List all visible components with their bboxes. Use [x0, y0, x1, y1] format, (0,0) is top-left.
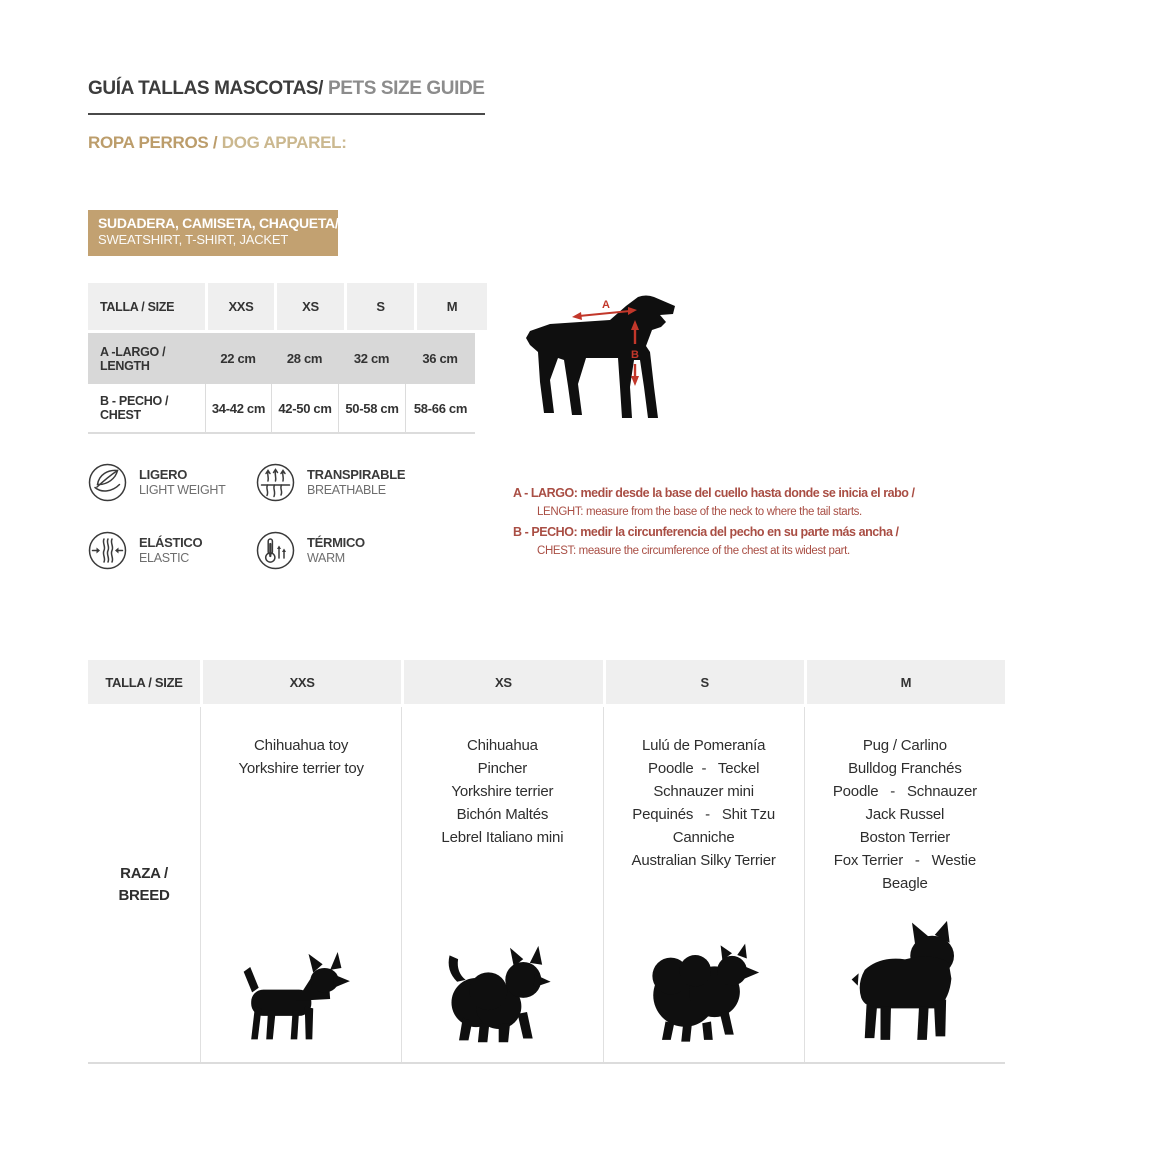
feature-elastic — [88, 531, 202, 570]
feature-label-es: ELÁSTICO — [139, 535, 203, 550]
feature-label-es: TÉRMICO — [307, 535, 365, 550]
breed-name: Beagle — [882, 875, 928, 892]
section-subtitle — [88, 133, 347, 153]
breed-row-label — [88, 707, 200, 1062]
breed-table-header-row — [88, 660, 1005, 704]
page-title — [88, 78, 485, 115]
measurement-diagram — [522, 292, 727, 424]
table-cell: 42-50 cm — [271, 384, 338, 432]
breed-name: Fox Terrier - Westie — [833, 852, 976, 869]
feature-label-es: TRANSPIRABLE — [307, 467, 406, 482]
table-cell: 34-42 cm — [205, 384, 271, 432]
size-table-row-length — [88, 333, 475, 384]
chihuahua-silhouette-icon — [201, 952, 401, 1046]
table-cell: 50-58 cm — [338, 384, 405, 432]
category-banner-spanish: SUDADERA, CAMISETA, CHAQUETA/ — [98, 215, 339, 231]
breed-row-label-line2: BREED — [118, 886, 170, 904]
breed-name: Yorkshire terrier — [451, 783, 554, 800]
breed-name: Boston Terrier — [859, 829, 951, 846]
note-a-spanish: A - LARGO: medir desde la base del cuello hasta donde se inicia el rabo / — [513, 486, 915, 500]
breed-column-s — [603, 707, 804, 1062]
title-english: PETS SIZE GUIDE — [323, 78, 485, 99]
feature-label-en: WARM — [307, 551, 345, 565]
breed-name: Jack Russel — [865, 806, 945, 823]
breed-table-body — [88, 707, 1005, 1064]
breed-column-xs — [401, 707, 602, 1062]
feature-label-en: BREATHABLE — [307, 483, 386, 497]
thermometer-icon — [256, 531, 295, 570]
labrador-silhouette-icon — [522, 292, 727, 424]
feature-lightweight — [88, 463, 225, 502]
size-table-header-cell: XS — [277, 283, 344, 330]
feature-label-en: ELASTIC — [139, 551, 189, 565]
size-table-row-chest — [88, 384, 475, 434]
breed-name: Chihuahua — [466, 737, 538, 754]
diagram-label-a: A — [602, 299, 610, 311]
breed-column-m — [804, 707, 1005, 1062]
table-cell: 28 cm — [286, 351, 323, 366]
breed-name: Lulú de Pomeranía — [641, 737, 766, 754]
breed-row-label-line1: RAZA / — [120, 864, 168, 882]
breed-name: Poodle - Teckel — [648, 760, 760, 777]
note-b-spanish: B - PECHO: medir la circunferencia del pecho en su parte más ancha / — [513, 525, 899, 539]
breed-name: Australian Silky Terrier — [631, 852, 776, 869]
size-table-header-cell: TALLA / SIZE — [88, 283, 205, 330]
breed-name: Bichón Maltés — [456, 806, 549, 823]
breed-name: Pincher — [477, 760, 528, 777]
row-label: B - PECHO / CHEST — [100, 394, 169, 422]
breed-table — [88, 660, 1005, 1064]
breed-name: Schnauzer mini — [653, 783, 754, 800]
size-table-header-cell: S — [347, 283, 414, 330]
breed-name: Poodle - Schnauzer — [832, 783, 977, 800]
size-table-header-cell: XXS — [208, 283, 274, 330]
measuring-notes — [513, 483, 915, 561]
breathable-fabric-icon — [256, 463, 295, 502]
category-banner — [88, 210, 338, 256]
subtitle-english: DOG APPAREL: — [221, 133, 347, 152]
note-a-english: LENGHT: measure from the base of the neck to where the tail starts. — [537, 506, 862, 518]
pomeranian-silhouette-icon — [604, 941, 804, 1046]
feature-breathable — [256, 463, 405, 502]
size-table-header-row — [88, 283, 475, 330]
size-table — [88, 283, 475, 434]
breed-name: Lebrel Italiano mini — [441, 829, 564, 846]
feature-list — [88, 463, 428, 578]
breed-table-header-cell: S — [606, 660, 804, 704]
feature-label-en: LIGHT WEIGHT — [139, 483, 226, 497]
breed-table-header-cell: M — [807, 660, 1005, 704]
breed-table-header-cell: XXS — [203, 660, 401, 704]
feature-warm — [256, 531, 365, 570]
category-banner-english: SWEATSHIRT, T-SHIRT, JACKET — [98, 232, 289, 247]
row-label: A -LARGO / LENGTH — [100, 344, 166, 373]
table-cell: 22 cm — [220, 351, 256, 366]
breed-name: Pug / Carlino — [862, 737, 947, 754]
size-table-header-cell: M — [417, 283, 487, 330]
elastic-stretch-icon — [88, 531, 127, 570]
yorkshire-silhouette-icon — [402, 944, 602, 1046]
breed-name: Chihuahua toy — [254, 737, 349, 754]
title-spanish: GUÍA TALLAS MASCOTAS/ — [88, 78, 324, 99]
breed-name: Canniche — [672, 829, 735, 846]
french-bulldog-silhouette-icon — [805, 919, 1005, 1046]
feather-hand-icon — [88, 463, 127, 502]
feature-label-es: LIGERO — [139, 467, 188, 482]
breed-table-header-cell: TALLA / SIZE — [88, 660, 200, 704]
breed-name: Yorkshire terrier toy — [238, 760, 364, 777]
table-cell: 32 cm — [353, 351, 390, 366]
note-b-english: CHEST: measure the circumference of the chest at its widest part. — [537, 545, 850, 557]
breed-table-header-cell: XS — [404, 660, 602, 704]
breed-name: Bulldog Franchés — [848, 760, 962, 777]
subtitle-spanish: ROPA PERROS / — [88, 133, 222, 152]
diagram-label-b: B — [631, 349, 639, 361]
breed-name: Pequinés - Shit Tzu — [632, 806, 775, 823]
table-cell: 36 cm — [422, 351, 458, 366]
breed-column-xxs — [200, 707, 401, 1062]
table-cell: 58-66 cm — [405, 384, 475, 432]
